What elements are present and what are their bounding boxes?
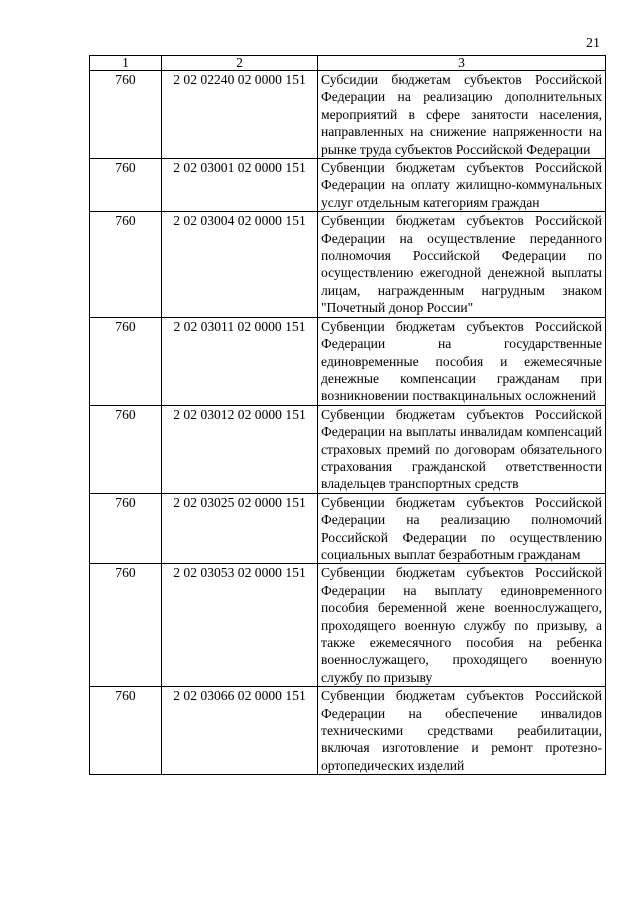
budget-code-cell: 2 02 03004 02 0000 151 — [162, 212, 318, 317]
table-row — [90, 317, 606, 405]
page-number: 21 — [586, 36, 600, 51]
revenue-name-cell: Субвенции бюджетам субъектов Российской Федерации на осуществление переданного полномочия Российской Федерации по осуществлению ежегодной денежной выплаты лицам, награжденным нагрудным знаком "Почетный донор России" — [318, 212, 606, 317]
revenue-name-cell: Субвенции бюджетам субъектов Российской Федерации на государственные единовременные пособия и ежемесячные денежные компенсации гражданам при возникновении поствакцинальных осложнений — [318, 317, 606, 405]
admin-code-cell: 760 — [90, 159, 162, 212]
table-header — [90, 56, 606, 71]
budget-code-cell: 2 02 03066 02 0000 151 — [162, 687, 318, 775]
table-row — [90, 405, 606, 493]
budget-code-cell: 2 02 03011 02 0000 151 — [162, 317, 318, 405]
header-col-3: 3 — [318, 56, 606, 71]
table-row — [90, 159, 606, 212]
revenue-name-cell: Субвенции бюджетам субъектов Российской Федерации на обеспечение инвалидов техническими средствами реабилитации, включая изготовление и ремонт протезно-ортопедических изделий — [318, 687, 606, 775]
header-col-2: 2 — [162, 56, 318, 71]
table-row — [90, 687, 606, 775]
revenue-name-cell: Субвенции бюджетам субъектов Российской Федерации на выплату единовременного пособия беременной жене военнослужащего, проходящего военную службу по призыву, а также ежемесячного пособия на ребенка военнослужащего, проходящего военную службу по призыву — [318, 564, 606, 687]
budget-code-cell: 2 02 03001 02 0000 151 — [162, 159, 318, 212]
table-row — [90, 493, 606, 564]
admin-code-cell: 760 — [90, 564, 162, 687]
header-row — [90, 56, 606, 71]
table-body — [90, 71, 606, 775]
revenue-name-cell: Субвенции бюджетам субъектов Российской Федерации на реализацию полномочий Российской Федерации по осуществлению социальных выплат безработным гражданам — [318, 493, 606, 564]
header-col-1: 1 — [90, 56, 162, 71]
admin-code-cell: 760 — [90, 71, 162, 159]
revenue-name-cell: Субвенции бюджетам субъектов Российской Федерации на оплату жилищно-коммунальных услуг отдельным категориям граждан — [318, 159, 606, 212]
table-row — [90, 71, 606, 159]
revenue-name-cell: Субсидии бюджетам субъектов Российской Федерации на реализацию дополнительных мероприятий в сфере занятости населения, направленных на снижение напряженности на рынке труда субъектов Российской Федерации — [318, 71, 606, 159]
admin-code-cell: 760 — [90, 212, 162, 317]
table-row — [90, 564, 606, 687]
table-row — [90, 212, 606, 317]
admin-code-cell: 760 — [90, 687, 162, 775]
budget-revenue-table — [89, 55, 606, 775]
budget-code-cell: 2 02 03025 02 0000 151 — [162, 493, 318, 564]
admin-code-cell: 760 — [90, 493, 162, 564]
revenue-name-cell: Субвенции бюджетам субъектов Российской Федерации на выплаты инвалидам компенсаций страховых премий по договорам обязательного страхования гражданской ответственности владельцев транспортных средств — [318, 405, 606, 493]
budget-code-cell: 2 02 03012 02 0000 151 — [162, 405, 318, 493]
budget-code-cell: 2 02 02240 02 0000 151 — [162, 71, 318, 159]
budget-code-cell: 2 02 03053 02 0000 151 — [162, 564, 318, 687]
admin-code-cell: 760 — [90, 405, 162, 493]
admin-code-cell: 760 — [90, 317, 162, 405]
